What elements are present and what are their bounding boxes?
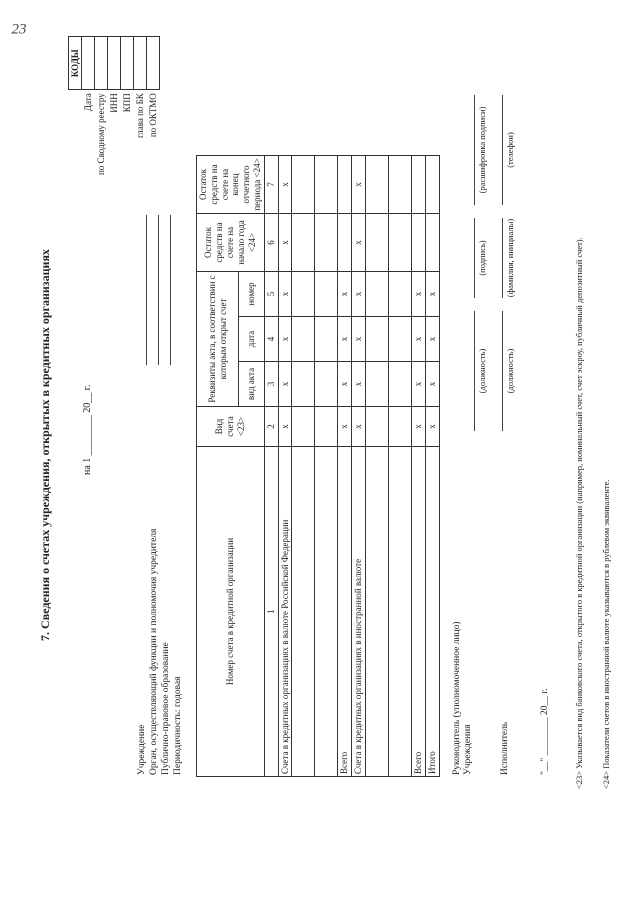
table-row-rub-total — [338, 156, 352, 777]
cell-account-number[interactable] — [388, 447, 411, 777]
cell-balance-end[interactable] — [365, 156, 388, 214]
col-account-type: Вид счета <23> — [197, 407, 265, 447]
executor-name-line[interactable] — [502, 218, 503, 298]
rub-total-label: Всего — [338, 447, 352, 777]
x-mark: x — [411, 317, 425, 362]
x-mark: x — [411, 407, 425, 447]
executor-name-caption: (фамилия, инициалы) — [505, 218, 515, 298]
code-field-date[interactable] — [82, 37, 95, 90]
cell-fx-total-end[interactable] — [411, 156, 425, 214]
head-position-line[interactable] — [474, 311, 475, 431]
x-mark: x — [352, 362, 366, 407]
col-act-requisites: Реквизиты акта, в соответствии с которым открыт счет — [197, 272, 239, 407]
report-date-line: на 1 ________ 20__ г. — [82, 384, 93, 475]
executor-position-line[interactable] — [502, 311, 503, 431]
cell-act-date[interactable] — [365, 317, 388, 362]
institution-field-line[interactable] — [146, 215, 147, 365]
x-mark: x — [352, 407, 366, 447]
cell-rub-total-start[interactable] — [338, 214, 352, 272]
cell-act-date[interactable] — [292, 317, 315, 362]
executor-position-caption: (должность) — [505, 348, 515, 394]
x-mark: x — [352, 214, 366, 272]
fx-total-label: Всего — [411, 447, 425, 777]
col-num-2: 2 — [264, 407, 278, 447]
cell-act-date[interactable] — [388, 317, 411, 362]
cell-account-type[interactable] — [365, 407, 388, 447]
head-name-caption: (расшифровка подписи) — [477, 106, 487, 194]
x-mark: x — [338, 317, 352, 362]
cell-grand-total-end[interactable] — [425, 156, 439, 214]
x-mark: x — [425, 362, 439, 407]
codes-header: КОДЫ — [69, 37, 82, 90]
cell-balance-end[interactable] — [292, 156, 315, 214]
executor-phone-caption: (телефон) — [505, 132, 515, 168]
cell-rub-total-end[interactable] — [338, 156, 352, 214]
col-num-5: 5 — [264, 272, 278, 317]
col-account-number: Номер счета в кредитной организации — [197, 447, 265, 777]
cell-account-type[interactable] — [292, 407, 315, 447]
page-number: 23 — [11, 21, 27, 38]
x-mark: x — [338, 272, 352, 317]
table-row-fx-entry[interactable] — [365, 156, 388, 777]
cell-account-number[interactable] — [292, 447, 315, 777]
cell-balance-end[interactable] — [315, 156, 338, 214]
x-mark: x — [425, 317, 439, 362]
code-label-inn: ИНН — [108, 93, 119, 113]
institution-label: Учреждение — [137, 724, 147, 775]
cell-act-number[interactable] — [315, 272, 338, 317]
table-row-rub-entry[interactable] — [315, 156, 338, 777]
code-label-bk-chapter: глава по БК — [134, 93, 145, 139]
x-mark: x — [278, 214, 292, 272]
x-mark: x — [425, 407, 439, 447]
executor-phone-line[interactable] — [502, 95, 503, 205]
code-field-kpp[interactable] — [121, 37, 134, 90]
x-mark: x — [411, 362, 425, 407]
cell-act-type[interactable] — [388, 362, 411, 407]
col-num-6: 6 — [264, 214, 278, 272]
head-signature-label: Руководитель (уполномоченное лицо) Учреждения — [452, 621, 474, 775]
cell-balance-start[interactable] — [388, 214, 411, 272]
table-row-fx-entry[interactable] — [388, 156, 411, 777]
cell-act-type[interactable] — [365, 362, 388, 407]
code-field-inn[interactable] — [108, 37, 121, 90]
public-entity-label: Публично-правовое образование — [161, 642, 171, 775]
authority-field-line[interactable] — [158, 215, 159, 365]
head-signature-line[interactable] — [474, 218, 475, 298]
x-mark: x — [278, 407, 292, 447]
head-name-line[interactable] — [474, 95, 475, 205]
col-act-date: дата — [239, 317, 265, 362]
x-mark: x — [425, 272, 439, 317]
col-balance-end: Остаток средств на счете на конец отчетного периода <24> — [197, 156, 265, 214]
public-entity-field-line[interactable] — [170, 215, 171, 365]
cell-act-type[interactable] — [292, 362, 315, 407]
cell-balance-start[interactable] — [365, 214, 388, 272]
col-num-4: 4 — [264, 317, 278, 362]
x-mark: x — [278, 362, 292, 407]
col-num-1: 1 — [264, 447, 278, 777]
head-position-caption: (должность) — [477, 348, 487, 394]
code-field-registry[interactable] — [95, 37, 108, 90]
code-label-oktmo: по ОКТМО — [147, 93, 158, 138]
rub-section-label: Счета в кредитных организациях в валюте Российской Федерации — [278, 447, 292, 777]
table-row-rub-section — [278, 156, 292, 777]
head-signature-caption: (подпись) — [477, 240, 487, 276]
x-mark: x — [352, 317, 366, 362]
cell-account-type[interactable] — [388, 407, 411, 447]
table-row-fx-total — [411, 156, 425, 777]
code-label-kpp: КПП — [121, 93, 132, 113]
accounts-table — [196, 155, 440, 777]
cell-account-number[interactable] — [315, 447, 338, 777]
x-mark: x — [352, 156, 366, 214]
code-field-oktmo[interactable] — [147, 37, 160, 90]
x-mark: x — [338, 407, 352, 447]
col-balance-start: Остаток средств на счете на начало года <24> — [197, 214, 265, 272]
cell-act-type[interactable] — [315, 362, 338, 407]
grand-total-label: Итого — [425, 447, 439, 777]
cell-act-number[interactable] — [388, 272, 411, 317]
table-row-grand-total — [425, 156, 439, 777]
x-mark: x — [278, 156, 292, 214]
cell-grand-total-start[interactable] — [425, 214, 439, 272]
col-num-7: 7 — [264, 156, 278, 214]
cell-balance-start[interactable] — [315, 214, 338, 272]
table-row-fx-section — [352, 156, 366, 777]
x-mark: x — [352, 272, 366, 317]
cell-act-number[interactable] — [365, 272, 388, 317]
cell-balance-end[interactable] — [388, 156, 411, 214]
x-mark: x — [338, 362, 352, 407]
code-label-date: Дата — [82, 93, 93, 112]
cell-account-type[interactable] — [315, 407, 338, 447]
footnote-23: <23> Указывается вид банковского счета, открытого в кредитной организации (например, номинальный счет, счет эскроу, публичный депозитный счет). — [574, 237, 584, 789]
x-mark: x — [278, 317, 292, 362]
codes-box — [68, 36, 160, 177]
cell-fx-total-start[interactable] — [411, 214, 425, 272]
fx-section-label: Счета в кредитных организациях в иностранной валюте — [352, 447, 366, 777]
footnote-24: <24> Показатели счетов в иностранной валюте указываются в рублевом эквиваленте. — [601, 479, 611, 789]
col-act-type: вид акта — [239, 362, 265, 407]
cell-act-date[interactable] — [315, 317, 338, 362]
table-row-rub-entry[interactable] — [292, 156, 315, 777]
periodicity-label: Периодичность: годовая — [173, 676, 183, 775]
signature-date: "__" ________ 20__ г. — [540, 688, 550, 775]
cell-act-number[interactable] — [292, 272, 315, 317]
cell-balance-start[interactable] — [292, 214, 315, 272]
x-mark: x — [278, 272, 292, 317]
cell-account-number[interactable] — [365, 447, 388, 777]
authority-label: Орган, осуществляющий функции и полномочия учредителя — [149, 528, 159, 775]
col-act-number: номер — [239, 272, 265, 317]
x-mark: x — [411, 272, 425, 317]
col-num-3: 3 — [264, 362, 278, 407]
form-title: 7. Сведения о счетах учреждения, открытых в кредитных организациях — [38, 249, 52, 641]
code-label-registry: по Сводному реестру — [95, 93, 106, 175]
code-field-bk-chapter[interactable] — [134, 37, 147, 90]
executor-label: Исполнитель — [500, 721, 510, 775]
